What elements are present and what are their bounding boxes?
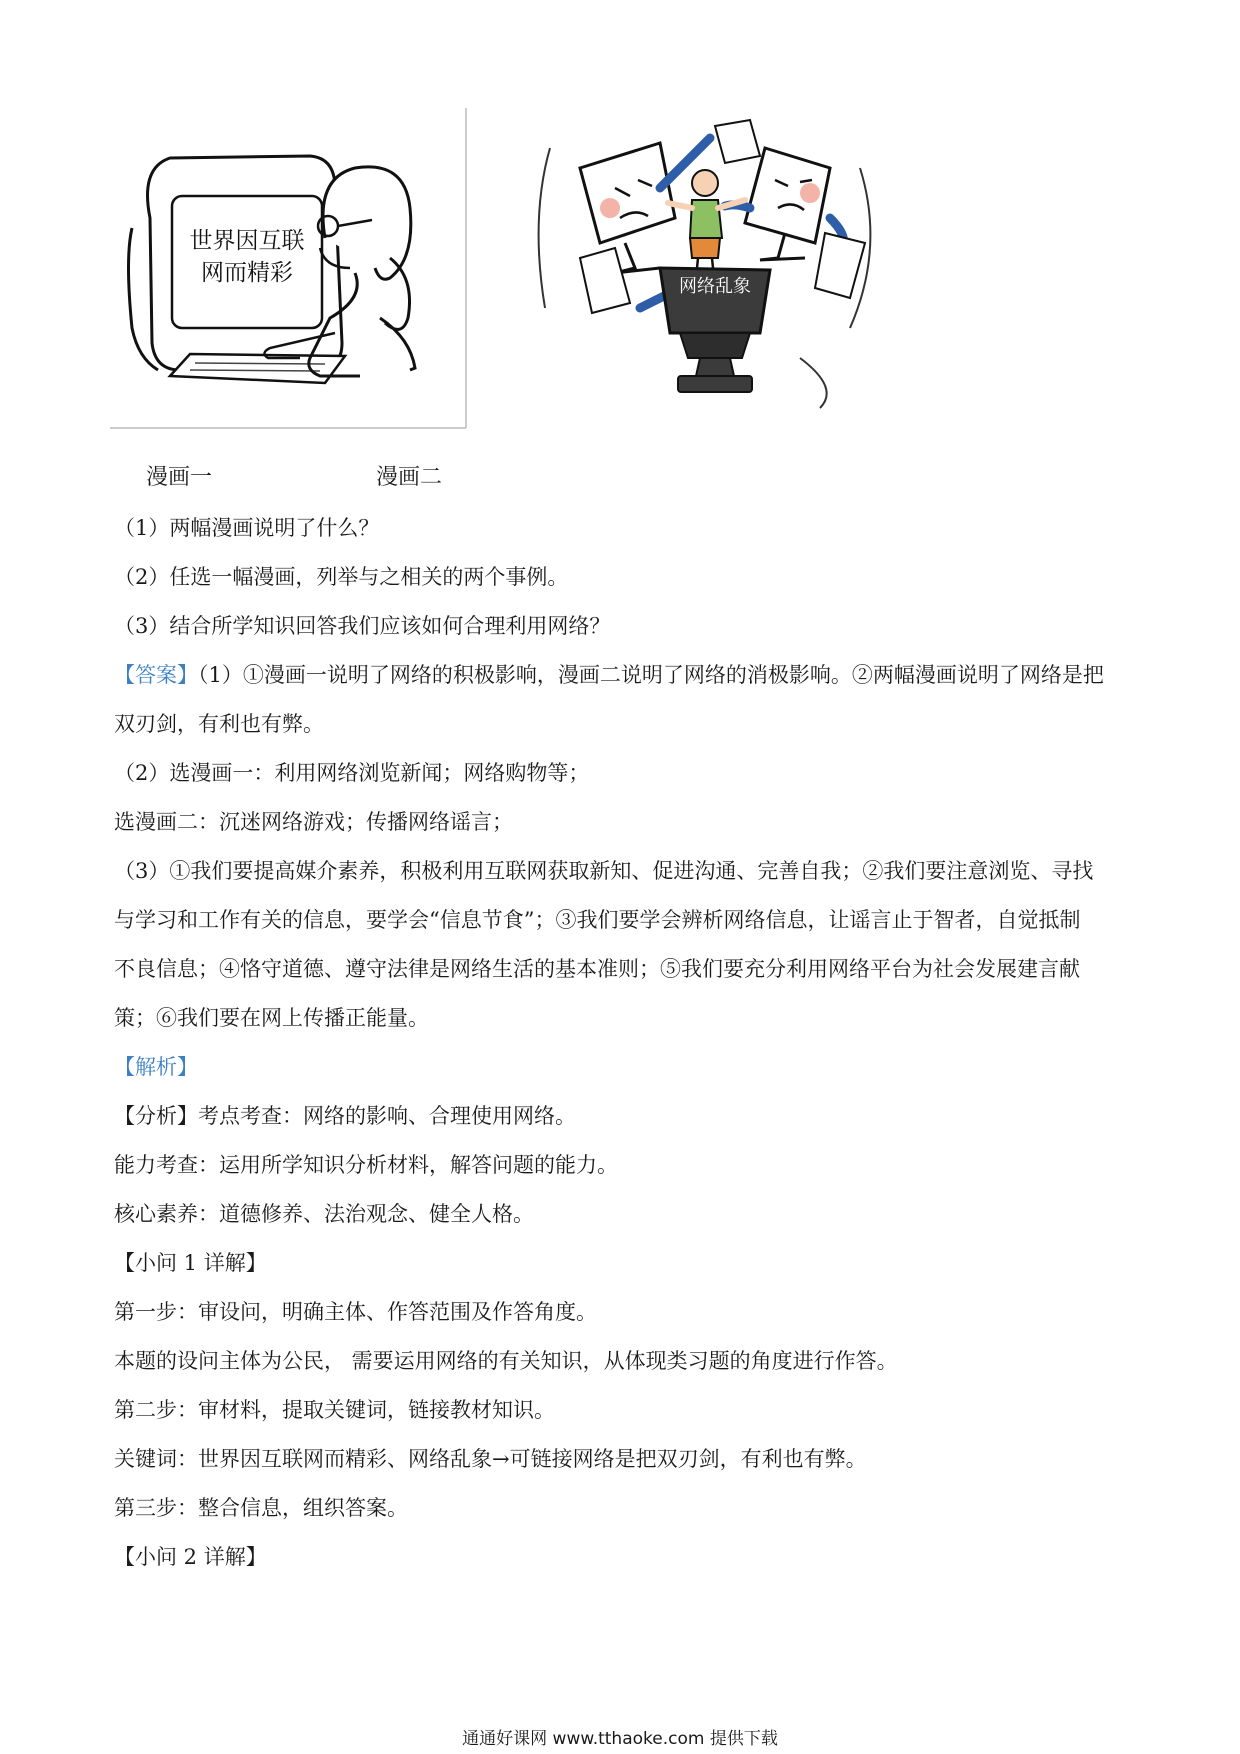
comic-one-illustration (110, 108, 468, 430)
question-3: （3）结合所学知识回答我们应该如何合理利用网络？ (114, 614, 611, 638)
chaos-monitor-label: 网络乱象 (679, 276, 751, 297)
analysis-line-7: 第二步：审材料，提取关键词，链接教材知识。 (114, 1398, 555, 1422)
answer-p1-text: （1）①漫画一说明了网络的积极影响，漫画二说明了网络的消极影响。②两幅漫画说明了网络是把 (198, 663, 1104, 687)
answer-p3: 选漫画二：沉迷网络游戏；传播网络谣言； (114, 810, 513, 834)
comic-one-screen-line2: 网而精彩 (201, 260, 293, 286)
analysis-label: 【解析】 (114, 1055, 198, 1079)
answer-p2: （2）选漫画一：利用网络浏览新闻；网络购物等； (114, 761, 590, 785)
question-1: （1）两幅漫画说明了什么？ (114, 516, 380, 540)
comic-two-illustration (520, 108, 890, 428)
chaos-monitor (660, 268, 770, 392)
comic-two-caption: 漫画二 (376, 465, 443, 490)
answer-label: 【答案】 (114, 663, 198, 687)
right-angry-monitor (745, 148, 830, 260)
analysis-line-3: 核心素养：道德修养、法治观念、健全人格。 (114, 1202, 534, 1226)
answer-p1-line2: 双刃剑，有利也有弊。 (114, 712, 324, 736)
answer-p1-line1 (114, 651, 1134, 700)
analysis-line-1: 【分析】考点考查：网络的影响、合理使用网络。 (114, 1104, 576, 1128)
question-2: （2）任选一幅漫画，列举与之相关的两个事例。 (114, 565, 569, 589)
analysis-line-8: 关键词：世界因互联网而精彩、网络乱象→可链接网络是把双刃剑，有利也有弊。 (114, 1447, 867, 1471)
document-body (114, 504, 1134, 1582)
analysis-line-10: 【小问 2 详解】 (114, 1545, 267, 1569)
page-footer: 通通好课网 www.tthaoke.com 提供下载 (462, 1729, 778, 1749)
answer-p4-line1: （3）①我们要提高媒介素养，积极利用互联网获取新知、促进沟通、完善自我；②我们要注意浏览、寻找 (114, 859, 1094, 883)
analysis-line-6: 本题的设问主体为公民， 需要运用网络的有关知识，从体现类习题的角度进行作答。 (114, 1349, 898, 1373)
small-person (668, 170, 745, 278)
answer-p4-line3: 不良信息；④恪守道德、遵守法律是网络生活的基本准则；⑤我们要充分利用网络平台为社会发展建言献 (114, 957, 1080, 981)
figures-row (110, 108, 890, 438)
analysis-line-4: 【小问 1 详解】 (114, 1251, 267, 1275)
analysis-line-9: 第三步：整合信息，组织答案。 (114, 1496, 408, 1520)
comic-one-caption: 漫画一 (146, 465, 213, 490)
analysis-line-2: 能力考查：运用所学知识分析材料，解答问题的能力。 (114, 1153, 618, 1177)
answer-p4-line4: 策；⑥我们要在网上传播正能量。 (114, 1006, 429, 1030)
answer-p4-line2: 与学习和工作有关的信息，要学会“信息节食”；③我们要学会辨析网络信息，让谣言止于智者，自觉抵制 (114, 908, 1081, 932)
analysis-line-5: 第一步：审设问，明确主体、作答范围及作答角度。 (114, 1300, 597, 1324)
comic-one-screen-line1: 世界因互联 (189, 228, 305, 254)
